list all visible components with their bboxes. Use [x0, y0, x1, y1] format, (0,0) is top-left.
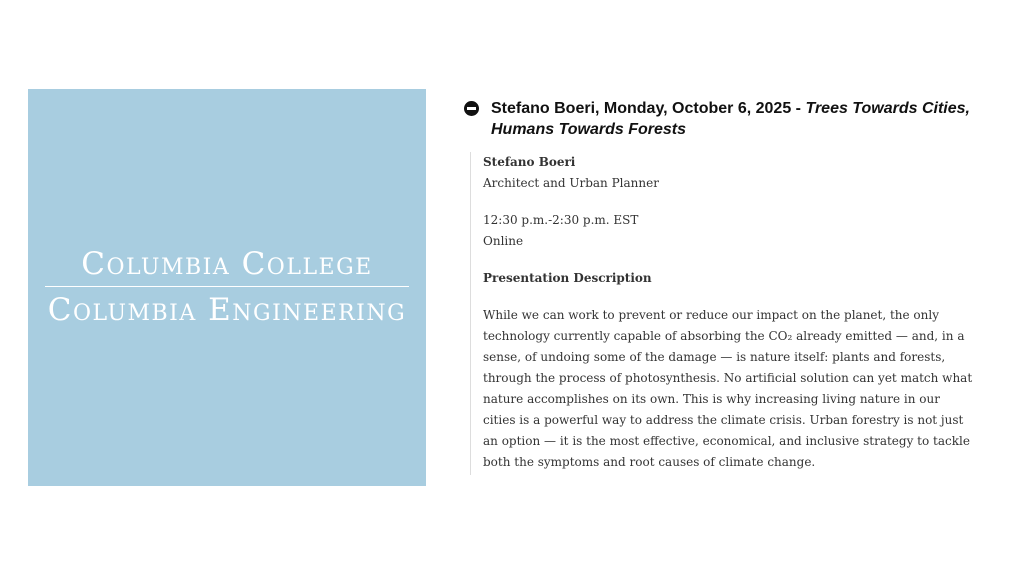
- columbia-logo: [28, 89, 426, 486]
- logo-divider: [45, 286, 409, 287]
- event-heading-text[interactable]: [491, 98, 984, 140]
- event-location: Online: [483, 234, 524, 248]
- description-text: While we can work to prevent or reduce our impact on the planet, the only technology currently capable of absorbing the CO₂ already emitted — and, in a sense, of undoing some of the damage — is nature itself: plants and forests, through the process of photosynthesis. No artificial solution can yet match what nature accomplishes on its own. This is why increasing living nature in our cities is a powerful way to address the climate crisis. Urban forestry is not just an option — it is the most effective, economical, and inclusive strategy to tackle both the symptoms and root causes of climate change.: [483, 308, 973, 469]
- schedule-block: [483, 210, 975, 252]
- logo-line-engineering: Columbia Engineering: [47, 292, 407, 328]
- speaker-block: [483, 152, 975, 194]
- description-heading: Presentation Description: [483, 271, 652, 285]
- event-heading-title: Trees Towards Cities, Humans Towards Forests: [491, 100, 970, 138]
- speaker-role: Architect and Urban Planner: [483, 176, 659, 190]
- event-time: 12:30 p.m.-2:30 p.m. EST: [483, 213, 639, 227]
- logo-line-college: Columbia College: [81, 246, 373, 282]
- minus-circle-icon[interactable]: [464, 101, 479, 116]
- event-heading-prefix: Stefano Boeri, Monday, October 6, 2025 -: [491, 100, 806, 117]
- speaker-name: Stefano Boeri: [483, 155, 576, 169]
- event-accordion: [464, 98, 984, 475]
- event-details-panel: [470, 152, 975, 475]
- event-heading[interactable]: [464, 98, 984, 140]
